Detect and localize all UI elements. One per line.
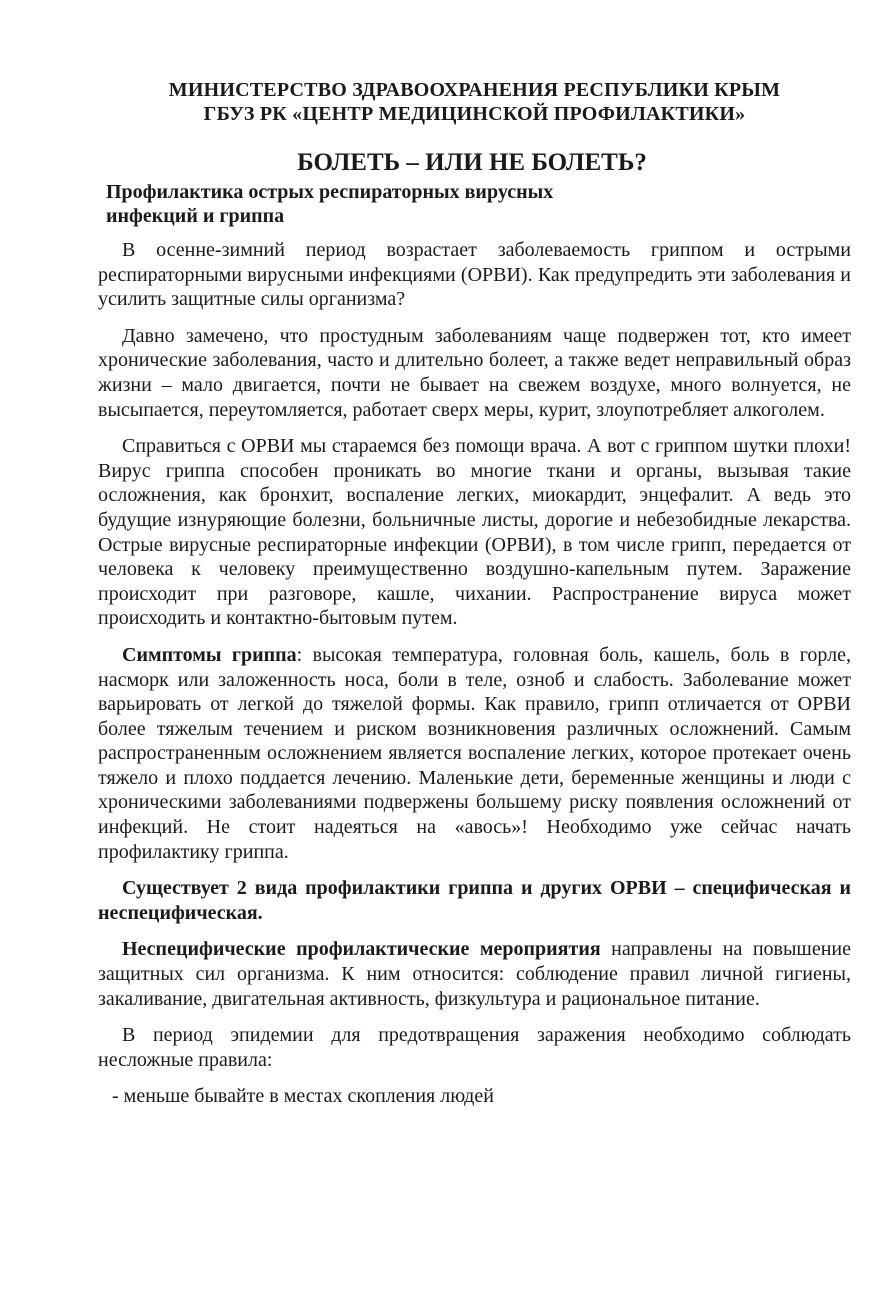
page-title: БОЛЕТЬ – ИЛИ НЕ БОЛЕТЬ? <box>297 149 647 176</box>
header-organization: ГБУЗ РК «ЦЕНТР МЕДИЦИНСКОЙ ПРОФИЛАКТИКИ» <box>203 103 746 125</box>
paragraph-risk-factors: Давно замечено, что простудным заболеваниям чаще подвержен тот, кто имеет хронические заболевания, часто и длительно болеет, а также ведет неправильный образ жизни – мало двигается, почти не бывает на свежем воздухе, много волнуется, не высыпается, переутомляется, работает сверх меры, курит, злоупотребляет алкоголем. <box>98 324 851 421</box>
paragraph-flu-danger: Справиться с ОРВИ мы стараемся без помощи врача. А вот с гриппом шутки плохи! Вирус гриппа способен проникать во многие ткани и органы, вызывая такие осложнения, как бронхит, воспаление легких, миокардит, энцефалит. А ведь это будущие изнуряющие болезни, больничные листы, дорогие и небезобидные лекарства. Острые вирусные респираторные инфекции (ОРВИ), в том числе грипп, передается от человека к человеку преимущественно воздушно-капельным путем. Заражение происходит при разговоре, кашле, чихании. Распространение вируса может происходить и контактно-бытовым путем. <box>98 435 851 630</box>
document-header <box>98 78 851 126</box>
paragraph-nonspecific <box>98 937 851 1011</box>
nonspecific-text: направлены на повышение защитных сил организма. К ним относится: соблюдение правил личной гигиены, закаливание, двигательная активность, физкультура и рациональное питание. <box>98 938 851 1010</box>
header-ministry: МИНИСТЕРСТВО ЗДРАВООХРАНЕНИЯ РЕСПУБЛИКИ КРЫМ <box>168 79 781 101</box>
symptoms-text: : высокая температура, головная боль, кашель, боль в горле, насморк или заложенность носа, боли в теле, озноб и слабость. Заболевание может варьировать от легкой до тяжелой формы. Как правило, грипп отличается от ОРВИ более тяжелым течением и риском возникновения различных осложнений. Самым распространенным осложнением является воспаление легких, которое протекает очень тяжело и плохо поддается лечению. Маленькие дети, беременные женщины и люди с хроническими заболеваниями подвержены большему риску появления осложнений от инфекций. Не стоит надеяться на «авось»! Необходимо уже сейчас начать профилактику гриппа. <box>98 643 851 863</box>
page-subtitle: Профилактика острых респираторных вирусных инфекций и гриппа <box>106 181 554 227</box>
list-item: - меньше бывайте в местах скопления людей <box>112 1085 494 1108</box>
paragraph-symptoms <box>98 643 851 864</box>
paragraph-prevention-types: Существует 2 вида профилактики гриппа и других ОРВИ – специфическая и неспецифическая. <box>98 877 851 924</box>
nonspecific-heading: Неспецифические профилактические мероприятия <box>122 938 601 961</box>
paragraph-epidemic-rules: В период эпидемии для предотвращения заражения необходимо соблюдать несложные правила: <box>98 1024 851 1071</box>
paragraph-intro: В осенне-зимний период возрастает заболеваемость гриппом и острыми респираторными вирусными инфекциями (ОРВИ). Как предупредить эти заболевания и усилить защитные силы организма? <box>98 239 851 311</box>
symptoms-heading: Симптомы гриппа <box>122 643 297 666</box>
